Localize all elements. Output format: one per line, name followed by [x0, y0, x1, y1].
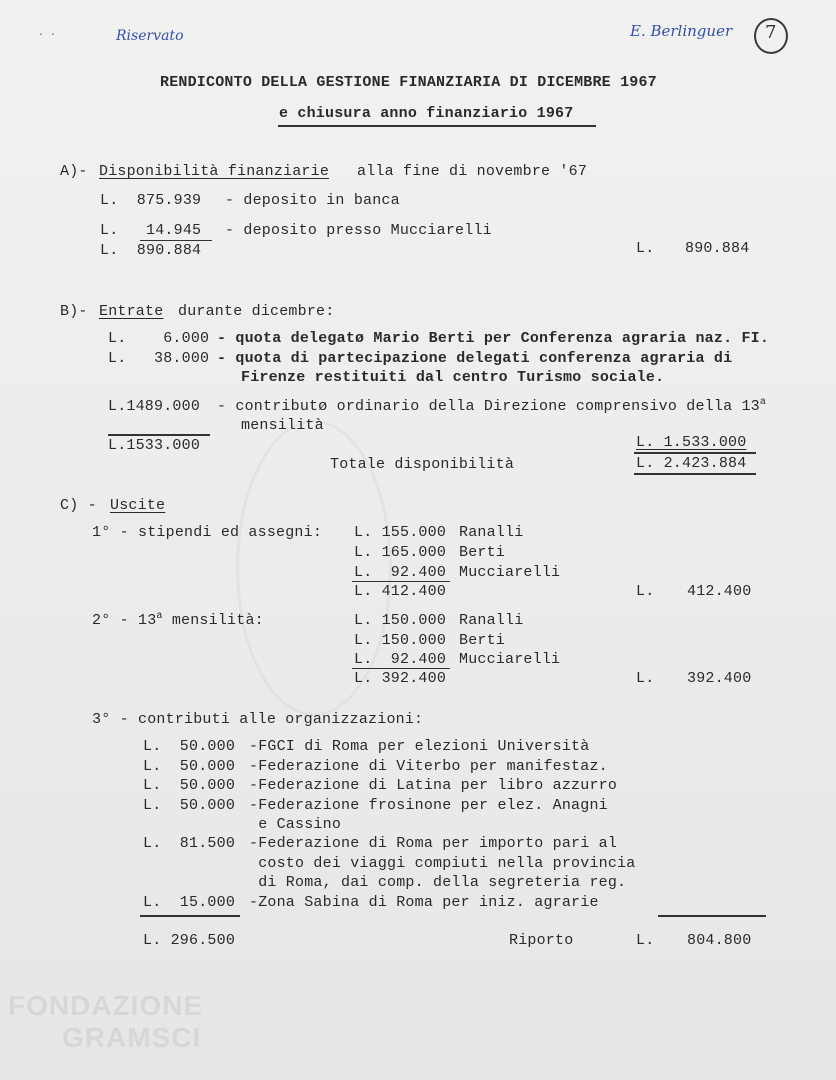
c3-desc: -Federazione di Latina per libro azzurro — [249, 777, 618, 794]
c3-desc-2: costo dei viaggi compiuti nella provincia — [249, 855, 636, 872]
c3-desc: -Federazione frosinone per elez. Anagni — [249, 797, 608, 814]
section-c-heading: Uscite — [110, 497, 166, 514]
section-a-label: A)- — [60, 163, 88, 180]
b-sum-rule — [108, 434, 210, 436]
section-b-heading: Entrate — [99, 303, 164, 320]
a-row-desc: - deposito in banca — [225, 192, 400, 209]
watermark-line-1: FONDAZIONE — [8, 990, 204, 1021]
handwritten-riservato: Riservato — [116, 28, 184, 44]
c2-total-prefix: L. — [636, 670, 655, 687]
b-row-desc-sup: a — [759, 397, 767, 408]
c1-sum-rule — [352, 581, 450, 582]
c2-total: 392.400 — [687, 670, 752, 687]
c3-desc-2: e Cassino — [249, 816, 342, 833]
b-subtotal: L.1533.000 — [108, 437, 201, 454]
c2-sum-rule — [352, 668, 450, 669]
b-row-amount: L. 6.000 — [108, 330, 210, 347]
b-row-amount: L.1489.000 — [108, 398, 201, 415]
title-line-1: RENDICONTO DELLA GESTIONE FINANZIARIA DI DICEMBRE 1967 — [160, 74, 657, 91]
c2-amount: L. 92.400 — [354, 651, 447, 668]
c3-desc: -Zona Sabina di Roma per iniz. agrarie — [249, 894, 599, 911]
section-b-heading-rest: durante dicembre: — [178, 303, 335, 320]
c2-name: Berti — [459, 632, 506, 649]
title-underline — [278, 125, 596, 127]
c1-subtotal: L. 412.400 — [354, 583, 447, 600]
margin-marks: · · — [38, 30, 57, 41]
c3-amount: L. 15.000 — [143, 894, 236, 911]
c1-amount: L. 155.000 — [354, 524, 447, 541]
c3-subtotal: L. 296.500 — [143, 932, 236, 949]
a-row-desc: - deposito presso Mucciarelli — [225, 222, 492, 239]
c1-label: 1° - stipendi ed assegni: — [92, 524, 323, 541]
c3-amount: L. 50.000 — [143, 758, 236, 775]
c1-name: Ranalli — [459, 524, 524, 541]
b-row-desc: - quota di partecipazione delegati conferenza agraria di — [217, 350, 733, 367]
section-c-label: C) - — [60, 497, 97, 514]
c1-amount: L. 92.400 — [354, 564, 447, 581]
c1-amount: L. 165.000 — [354, 544, 447, 561]
c2-label-rest: mensilità: — [162, 612, 264, 629]
carry-prefix: L. — [636, 932, 655, 949]
c1-name: Berti — [459, 544, 506, 561]
c3-amount: L. 50.000 — [143, 797, 236, 814]
b-row-desc-2: Firenze restituiti dal centro Turismo sociale. — [241, 369, 665, 386]
b-row-amount: L. 38.000 — [108, 350, 210, 367]
c3-sum-rule — [140, 915, 240, 917]
c2-amount: L. 150.000 — [354, 632, 447, 649]
watermark-line-2: GRAMSCI — [62, 1022, 202, 1053]
b-row-desc: - quota delegatø Mario Berti per Conferenza agraria naz. FI. — [217, 330, 770, 347]
c2-label-sup: a — [156, 611, 163, 622]
c2-subtotal: L. 392.400 — [354, 670, 447, 687]
b-total: L. 1.533.000 — [636, 434, 747, 451]
c3-amount: L. 50.000 — [143, 777, 236, 794]
carry-total: 804.800 — [687, 932, 752, 949]
c2-label-text: 2° - 13 — [92, 612, 157, 629]
c1-total-prefix: L. — [636, 583, 655, 600]
a-row-amount: L. 14.945 — [100, 222, 202, 239]
c3-amount: L. 81.500 — [143, 835, 236, 852]
a-subtotal: L. 890.884 — [100, 242, 202, 259]
carry-label: Riporto — [509, 932, 574, 949]
section-a-heading-rest: alla fine di novembre '67 — [357, 163, 588, 180]
c3-desc: -Federazione di Roma per importo pari al — [249, 835, 618, 852]
c1-name: Mucciarelli — [459, 564, 561, 581]
c3-desc: -FGCI di Roma per elezioni Università — [249, 738, 590, 755]
grand-total-label: Totale disponibilità — [330, 456, 515, 473]
b-row-desc — [217, 398, 766, 416]
section-b-label: B)- — [60, 303, 88, 320]
title-line-2: e chiusura anno finanziario 1967 — [279, 105, 574, 122]
b-row-desc-text: - contributø ordinario della Direzione comprensivo della 13 — [217, 398, 760, 415]
c2-label — [92, 612, 264, 630]
carry-rule — [658, 915, 766, 917]
a-row-amount: L. 875.939 — [100, 192, 202, 209]
b-row-desc-2: mensilità — [241, 417, 324, 434]
c3-amount: L. 50.000 — [143, 738, 236, 755]
grand-total: L. 2.423.884 — [636, 455, 747, 472]
section-a-heading: Disponibilità finanziarie — [99, 163, 330, 180]
a-total: 890.884 — [685, 240, 750, 257]
b-total-rule — [634, 452, 756, 454]
handwritten-author: E. Berlinguer — [630, 22, 733, 40]
a-sum-rule — [140, 240, 212, 241]
c1-total: 412.400 — [687, 583, 752, 600]
c3-label: 3° - contributi alle organizzazioni: — [92, 711, 424, 728]
c2-name: Ranalli — [459, 612, 524, 629]
grand-total-rule — [634, 473, 756, 475]
c3-desc-3: di Roma, dai comp. della segreteria reg. — [249, 874, 627, 891]
page-number: 7 — [765, 22, 777, 43]
c3-desc: -Federazione di Viterbo per manifestaz. — [249, 758, 608, 775]
a-total-prefix: L. — [636, 240, 655, 257]
c2-name: Mucciarelli — [459, 651, 561, 668]
c2-amount: L. 150.000 — [354, 612, 447, 629]
